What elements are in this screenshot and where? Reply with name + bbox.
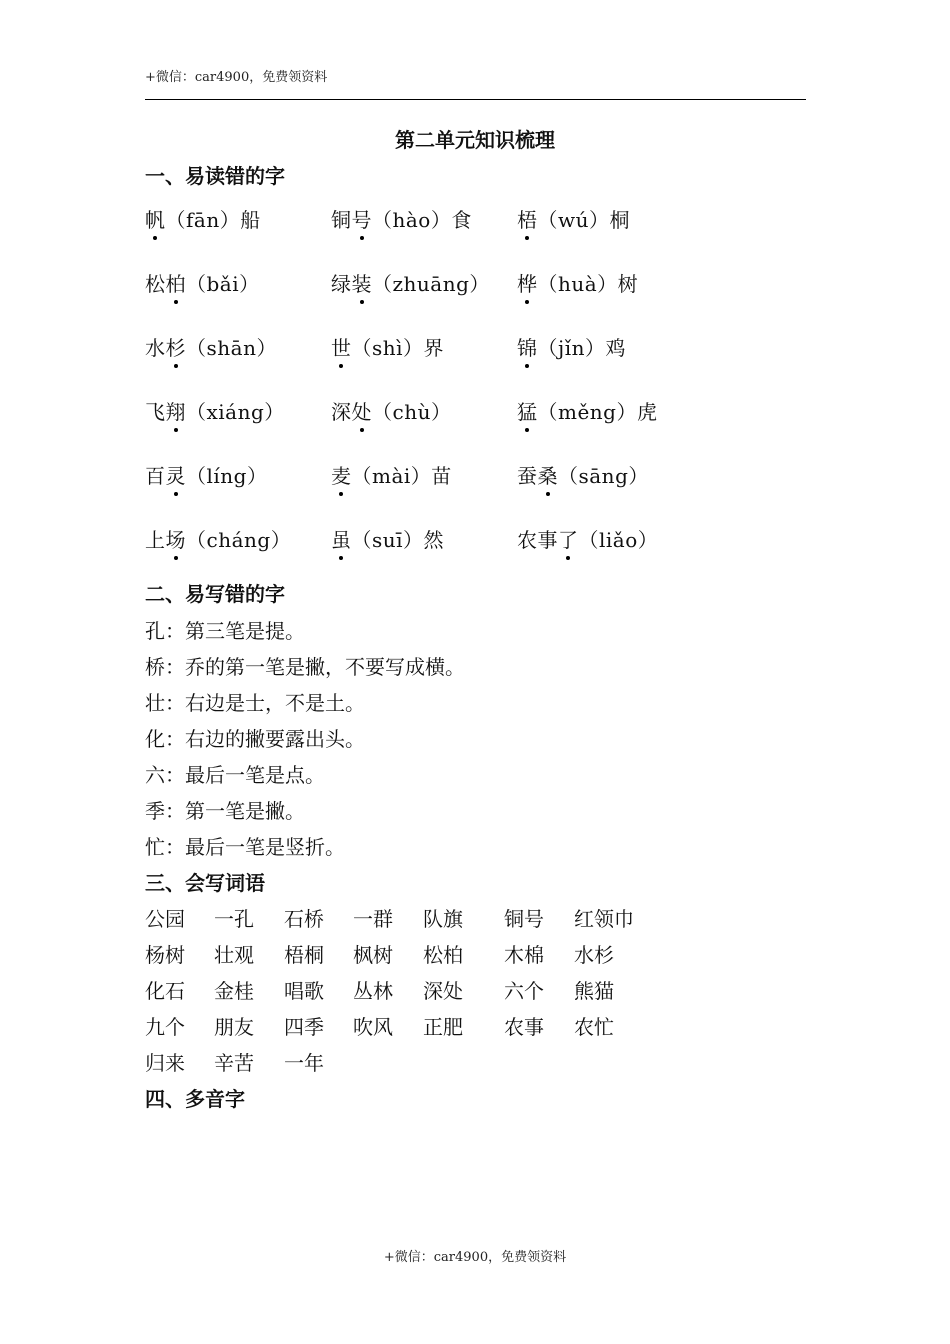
word: 吹风 xyxy=(353,1015,393,1039)
dotted-char: 世 xyxy=(331,336,352,360)
word-row xyxy=(145,1047,805,1077)
pinyin-entry: 深处（chù） xyxy=(331,400,452,424)
pinyin-entry: 铜号（hào）食 xyxy=(331,208,472,232)
pinyin-row xyxy=(145,396,805,426)
pinyin-entry: 锦（jǐn）鸡 xyxy=(517,336,626,360)
word: 铜号 xyxy=(504,907,544,931)
word: 公园 xyxy=(145,907,185,931)
dotted-char: 装 xyxy=(351,272,372,296)
word: 一孔 xyxy=(214,907,254,931)
word: 四季 xyxy=(284,1015,324,1039)
pinyin-entry: 百灵（líng） xyxy=(145,464,268,488)
word: 六个 xyxy=(504,979,544,1003)
word: 木棉 xyxy=(504,943,544,967)
word: 归来 xyxy=(145,1051,185,1075)
dotted-char: 柏 xyxy=(165,272,186,296)
pinyin-row xyxy=(145,460,805,490)
rule-line: 桥：乔的第一笔是撇，不要写成横。 xyxy=(145,655,465,679)
word: 朋友 xyxy=(214,1015,254,1039)
pinyin-entry: 绿装（zhuāng） xyxy=(331,272,490,296)
pinyin-entry: 猛（měng）虎 xyxy=(517,400,658,424)
word: 深处 xyxy=(423,979,463,1003)
dotted-char: 桦 xyxy=(517,272,538,296)
pinyin-entry: 水杉（shān） xyxy=(145,336,277,360)
pinyin-entry: 虽（suī）然 xyxy=(331,528,445,552)
rule-line: 化：右边的撇要露出头。 xyxy=(145,727,365,751)
section-heading-words: 三、会写词语 xyxy=(145,871,265,895)
word: 松柏 xyxy=(423,943,463,967)
rule-line: 壮：右边是士，不是土。 xyxy=(145,691,365,715)
word: 一年 xyxy=(284,1051,324,1075)
dotted-char: 杉 xyxy=(165,336,186,360)
section-heading-misread: 一、易读错的字 xyxy=(145,164,285,188)
section-heading-miswritten: 二、易写错的字 xyxy=(145,582,285,606)
word: 水杉 xyxy=(574,943,614,967)
section-heading-polyphones: 四、多音字 xyxy=(145,1087,245,1111)
dotted-char: 虽 xyxy=(331,528,352,552)
pinyin-entry: 蚕桑（sāng） xyxy=(517,464,649,488)
word: 辛苦 xyxy=(214,1051,254,1075)
word-row xyxy=(145,939,805,969)
pinyin-entry: 上场（cháng） xyxy=(145,528,292,552)
word: 农忙 xyxy=(574,1015,614,1039)
word: 一群 xyxy=(353,907,393,931)
dotted-char: 了 xyxy=(558,528,579,552)
word: 杨树 xyxy=(145,943,185,967)
page-title: 第二单元知识梳理 xyxy=(395,128,555,152)
dotted-char: 猛 xyxy=(517,400,538,424)
word: 队旗 xyxy=(423,907,463,931)
word: 农事 xyxy=(504,1015,544,1039)
pinyin-entry: 麦（mài）苗 xyxy=(331,464,452,488)
word: 丛林 xyxy=(353,979,393,1003)
pinyin-entry: 飞翔（xiáng） xyxy=(145,400,285,424)
word-row xyxy=(145,903,805,933)
dotted-char: 翔 xyxy=(165,400,186,424)
header-rule xyxy=(145,99,806,100)
word: 壮观 xyxy=(214,943,254,967)
rule-line: 季：第一笔是撇。 xyxy=(145,799,305,823)
pinyin-entry: 帆（fān）船 xyxy=(145,208,261,232)
dotted-char: 号 xyxy=(351,208,372,232)
dotted-char: 处 xyxy=(351,400,372,424)
rule-line: 六：最后一笔是点。 xyxy=(145,763,325,787)
header-note: +微信：car4900，免费领资料 xyxy=(145,70,328,85)
dotted-char: 梧 xyxy=(517,208,538,232)
word: 枫树 xyxy=(353,943,393,967)
word: 熊猫 xyxy=(574,979,614,1003)
dotted-char: 麦 xyxy=(331,464,352,488)
rule-line: 忙：最后一笔是竖折。 xyxy=(145,835,345,859)
footer-note: +微信：car4900，免费领资料 xyxy=(383,1250,567,1265)
dotted-char: 桑 xyxy=(537,464,558,488)
dotted-char: 帆 xyxy=(145,208,166,232)
word-row xyxy=(145,975,805,1005)
pinyin-row xyxy=(145,524,805,554)
word: 红领巾 xyxy=(574,907,634,931)
word: 梧桐 xyxy=(284,943,324,967)
dotted-char: 锦 xyxy=(517,336,538,360)
dotted-char: 灵 xyxy=(165,464,186,488)
word-row xyxy=(145,1011,805,1041)
word: 金桂 xyxy=(214,979,254,1003)
word: 九个 xyxy=(145,1015,185,1039)
pinyin-entry: 梧（wú）桐 xyxy=(517,208,630,232)
pinyin-entry: 松柏（bǎi） xyxy=(145,272,260,296)
dotted-char: 场 xyxy=(165,528,186,552)
rule-line: 孔：第三笔是提。 xyxy=(145,619,305,643)
word: 石桥 xyxy=(284,907,324,931)
pinyin-row xyxy=(145,332,805,362)
pinyin-entry: 农事了（liǎo） xyxy=(517,528,659,552)
word: 正肥 xyxy=(423,1015,463,1039)
pinyin-row xyxy=(145,204,805,234)
pinyin-row xyxy=(145,268,805,298)
pinyin-entry: 桦（huà）树 xyxy=(517,272,639,296)
word: 化石 xyxy=(145,979,185,1003)
word: 唱歌 xyxy=(284,979,324,1003)
pinyin-entry: 世（shì）界 xyxy=(331,336,445,360)
